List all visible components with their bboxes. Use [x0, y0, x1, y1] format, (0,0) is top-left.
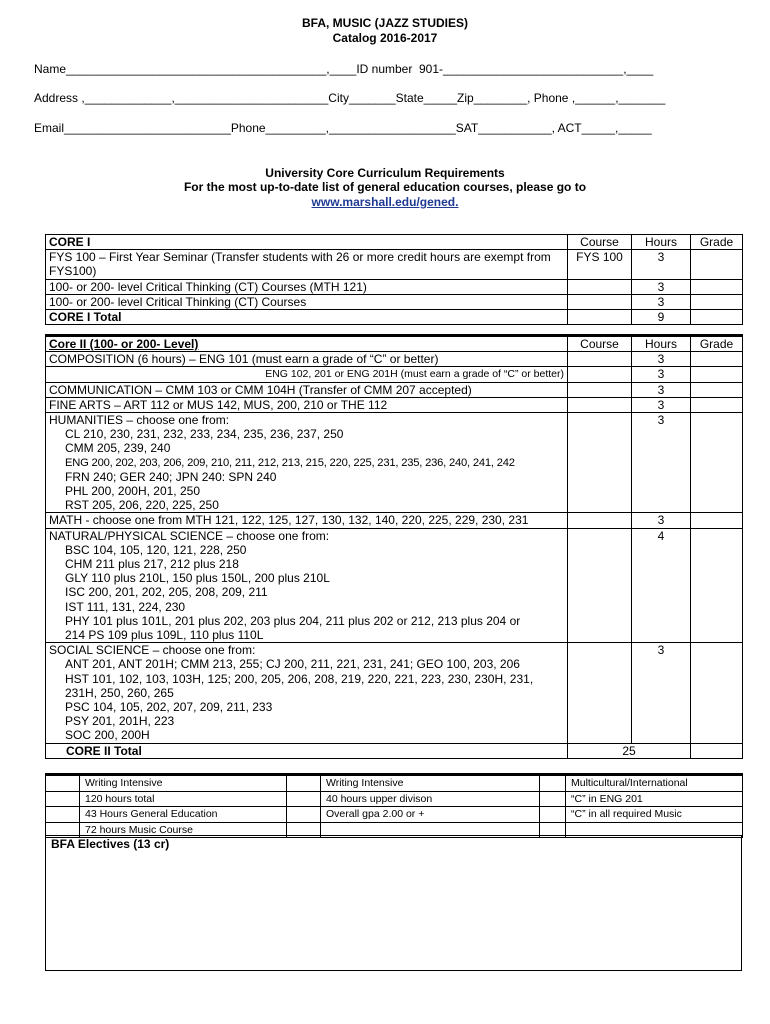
electives-box[interactable] [45, 835, 742, 971]
core1-total-label: CORE I Total [46, 310, 568, 325]
checkbox-cell[interactable] [540, 807, 566, 823]
table-row: COMMUNICATION – CMM 103 or CMM 104H (Transfer of CMM 207 accepted) 3 [46, 382, 743, 397]
requirements-heading: University Core Curriculum Requirements [265, 166, 505, 180]
page-title: BFA, MUSIC (JAZZ STUDIES) [301, 16, 468, 30]
electives-title: BFA Electives (13 cr) [51, 837, 170, 851]
core2-col-course: Course [568, 336, 632, 352]
checkbox-cell[interactable] [287, 791, 321, 807]
table-row: Writing Intensive Writing Intensive Multicultural/International [46, 775, 743, 792]
core2-col-hours: Hours [632, 336, 691, 352]
communication-label: COMMUNICATION – CMM 103 or CMM 104H (Transfer of CMM 207 accepted) [46, 382, 568, 397]
table-row: MATH - choose one from MTH 121, 122, 125, 127, 130, 132, 140, 220, 225, 229, 230, 231 3 [46, 513, 743, 528]
requirements-summary [45, 773, 743, 838]
grade-cell[interactable] [691, 279, 743, 294]
table-row: 100- or 200- level Critical Thinking (CT) Courses 3 [46, 294, 743, 309]
natsci-cell: NATURAL/PHYSICAL SCIENCE – choose one from: BSC 104, 105, 120, 121, 228, 250 CHM 211 plus 217, 212 plus 218 GLY 110 plus 210L, 150 plus 150L, 200 plus 210L ISC 200, 201, 202, 205, 208, 209, 211 IST 111, 131, 224, 230 PHY 101 plus 101L, 201 plus 202, 203 plus 204, 211 plus 202 or 212, 213 plus 204 or 214 PS 109 plus 109L, 110 plus 110L [46, 528, 568, 643]
core1-table [45, 234, 743, 325]
core1-col-hours: Hours [632, 235, 691, 250]
table-row: 72 hours Music Course [46, 822, 743, 838]
address-line[interactable]: Address ,_____________,_______________________City_______State_____Zip________, Phone ,______,_______ [34, 91, 666, 105]
gened-link[interactable]: www.marshall.edu/gened. [311, 195, 459, 209]
table-row: 120 hours total 40 hours upper divison “C” in ENG 201 [46, 791, 743, 807]
composition-label: COMPOSITION (6 hours) – ENG 101 (must earn a grade of “C” or better) [46, 352, 568, 367]
core1-total-hours: 9 [632, 310, 691, 325]
table-row: COMPOSITION (6 hours) – ENG 101 (must earn a grade of “C” or better) 3 [46, 352, 743, 367]
checkbox-cell[interactable] [287, 775, 321, 792]
core1-col-grade: Grade [691, 235, 743, 250]
core2-col-grade: Grade [691, 336, 743, 352]
grade-cell[interactable] [691, 250, 743, 279]
core1-title: CORE I [46, 235, 568, 250]
email-line[interactable]: Email_________________________Phone_________,___________________SAT___________, ACT_____,_____ [34, 121, 652, 135]
core2-title: Core II (100- or 200- Level) [46, 336, 568, 352]
table-row: ENG 102, 201 or ENG 201H (must earn a grade of “C” or better) 3 [46, 367, 743, 382]
core2-table [45, 334, 743, 759]
table-row: FINE ARTS – ART 112 or MUS 142, MUS, 200, 210 or THE 112 3 [46, 397, 743, 412]
socsci-cell: SOCIAL SCIENCE – choose one from: ANT 201, ANT 201H; CMM 213, 255; CJ 200, 211, 221, 231, 241; GEO 100, 203, 206 HST 101, 102, 103, 103H, 125; 200, 205, 206, 208, 219, 220, 221, 223, 230, 230H, 231, 231H, 250, 260, 265 PSC 104, 105, 202, 207, 209, 211, 233 PSY 201, 201H, 223 SOC 200, 200H [46, 643, 568, 743]
composition2-label: ENG 102, 201 or ENG 201H (must earn a grade of “C” or better) [46, 367, 568, 382]
humanities-cell: HUMANITIES – choose one from: CL 210, 230, 231, 232, 233, 234, 235, 236, 237, 250 CMM 205, 239, 240 ENG 200, 202, 203, 206, 209, 210, 211, 212, 213, 215, 220, 225, 231, 235, 236, 240, 241, 242 FRN 240; GER 240; JPN 240: SPN 240 PHL 200, 200H, 201, 250 RST 205, 206, 220, 225, 250 [46, 413, 568, 513]
fine-arts-label: FINE ARTS – ART 112 or MUS 142, MUS, 200, 210 or THE 112 [46, 397, 568, 412]
table-row: HUMANITIES – choose one from: CL 210, 230, 231, 232, 233, 234, 235, 236, 237, 250 CMM 205, 239, 240 ENG 200, 202, 203, 206, 209, 210, 211, 212, 213, 215, 220, 225, 231, 235, 236, 240, 241, 242 FRN 240; GER 240; JPN 240: SPN 240 PHL 200, 200H, 201, 250 RST 205, 206, 220, 225, 250 3 [46, 413, 743, 513]
checkbox-cell[interactable] [287, 807, 321, 823]
core2-total-hours: 25 [568, 743, 691, 758]
requirements-note: For the most up-to-date list of general education courses, please go to [183, 180, 587, 194]
checkbox-cell[interactable] [46, 807, 80, 823]
name-id-line[interactable]: Name_______________________________________,____ID number 901-___________________________,____ [34, 62, 654, 76]
table-row: 100- or 200- level Critical Thinking (CT) Courses (MTH 121) 3 [46, 279, 743, 294]
table-row: NATURAL/PHYSICAL SCIENCE – choose one from: BSC 104, 105, 120, 121, 228, 250 CHM 211 plus 217, 212 plus 218 GLY 110 plus 210L, 150 plus 150L, 200 plus 210L ISC 200, 201, 202, 205, 208, 209, 211 IST 111, 131, 224, 230 PHY 101 plus 101L, 201 plus 202, 203 plus 204, 211 plus 202 or 212, 213 plus 204 or 214 PS 109 plus 109L, 110 plus 110L 4 [46, 528, 743, 643]
checkbox-cell[interactable] [540, 791, 566, 807]
core1-col-course: Course [568, 235, 632, 250]
checkbox-cell[interactable] [540, 775, 566, 792]
table-row: FYS 100 – First Year Seminar (Transfer students with 26 or more credit hours are exempt from FYS100) FYS 100 3 [46, 250, 743, 279]
checkbox-cell[interactable] [46, 775, 80, 792]
checkbox-cell[interactable] [46, 791, 80, 807]
math-label: MATH - choose one from MTH 121, 122, 125, 127, 130, 132, 140, 220, 225, 229, 230, 231 [46, 513, 568, 528]
grade-cell[interactable] [691, 294, 743, 309]
catalog-year: Catalog 2016-2017 [332, 31, 438, 45]
table-row: 43 Hours General Education Overall gpa 2.00 or + “C” in all required Music [46, 807, 743, 823]
table-row: SOCIAL SCIENCE – choose one from: ANT 201, ANT 201H; CMM 213, 255; CJ 200, 211, 221, 231, 241; GEO 100, 203, 206 HST 101, 102, 103, 103H, 125; 200, 205, 206, 208, 219, 220, 221, 223, 230, 230H, 231, 231H, 250, 260, 265 PSC 104, 105, 202, 207, 209, 211, 233 PSY 201, 201H, 223 SOC 200, 200H 3 [46, 643, 743, 743]
core2-total-label: CORE II Total [46, 743, 568, 758]
